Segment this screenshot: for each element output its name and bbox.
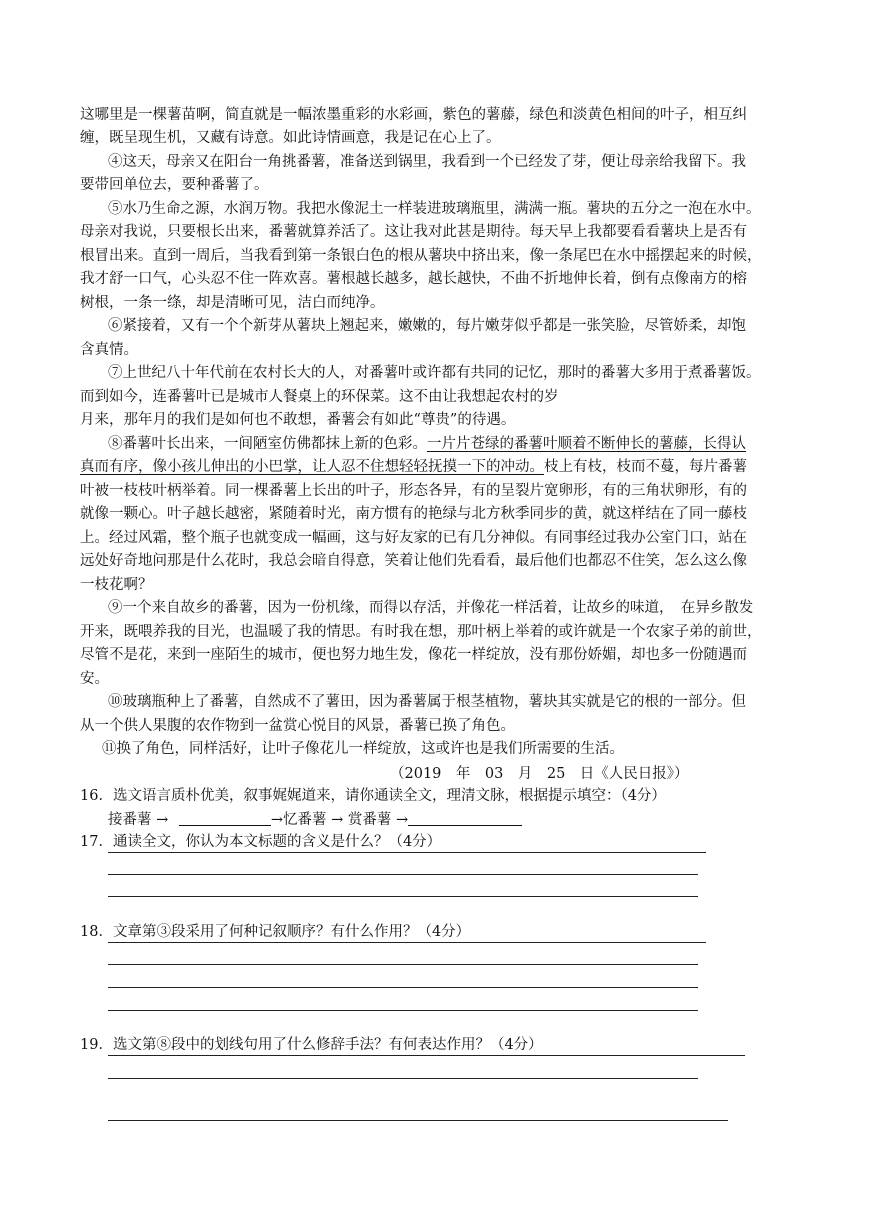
- paragraph-8-text: 枝上有枝，枝而不蔓，每片番薯: [544, 459, 747, 475]
- paragraph-8-line: [80, 433, 820, 456]
- answer-line[interactable]: [108, 1010, 698, 1011]
- paragraph-9-line: 安。: [80, 671, 109, 687]
- fill-prefix: 接番薯 →: [108, 812, 169, 828]
- answer-line[interactable]: [108, 852, 706, 853]
- paragraph-5-line: ⑤水乃生命之源，水润万物。我把水像泥土一样装进玻璃瓶里，满满一瓶。薯块的五分之一泡在水中。: [108, 201, 761, 217]
- article-line: 这哪里是一棵薯苗啊，简直就是一幅浓墨重彩的水彩画，紫色的薯藤，绿色和淡黄色相间的叶子，相互纠: [80, 107, 747, 123]
- paragraph-8-line: 一枝花啊？: [80, 577, 153, 593]
- paragraph-8-line: 远处好奇地问那是什么花时，我总会暗自得意，笑着让他们先看看，最后他们也都忍不住笑，怎么这么像: [80, 553, 747, 569]
- article-line: 缠，既呈现生机，又藏有诗意。如此诗情画意，我是记在心上了。: [80, 130, 501, 146]
- paragraph-8-line: [80, 456, 792, 479]
- paragraph-4-line: 要带回单位去，要种番薯了。: [80, 177, 269, 193]
- underlined-sentence: 一片片苍绿的番薯叶顺着不断伸长的薯藤，长得认: [427, 436, 746, 452]
- question-18: 18．文章第③段采用了何种记叙顺序？有什么作用？（4分）: [80, 924, 471, 940]
- paragraph-10-line: 从一个供人果腹的农作物到一盆赏心悦目的风景，番薯已换了角色。: [80, 718, 515, 734]
- question-19: 19．选文第⑧段中的划线句用了什么修辞手法？有何表达作用？（4分）: [80, 1037, 543, 1053]
- paragraph-8-line: 上。经过风霜，整个瓶子也就变成一幅画，这与好友家的已有几分神似。有同事经过我办公室门口，站在: [80, 530, 747, 546]
- paragraph-8-text: ⑧番薯叶长出来，一间陋室仿佛都抹上新的色彩。: [108, 436, 427, 452]
- answer-line[interactable]: [108, 874, 698, 875]
- paragraph-6-line: 含真情。: [80, 342, 138, 358]
- question-16: 16．选文语言质朴优美，叙事娓娓道来，请你通读全文，理清文脉，根据提示填空：（4分）: [80, 788, 666, 804]
- paragraph-9-line: 开来，既喂养我的目光，也温暖了我的情思。有时我在想，那叶柄上举着的或许就是一个农家子弟的前世，: [80, 624, 762, 640]
- paragraph-5-line: 根冒出来。直到一周后，当我看到第一条银白色的根从薯块中挤出来，像一条尾巴在水中摇摆起来的时候，: [80, 248, 762, 264]
- question-16-fill-row: [108, 808, 522, 829]
- answer-line[interactable]: [108, 896, 698, 897]
- answer-line[interactable]: [108, 987, 698, 988]
- paragraph-4-line: ④这天，母亲又在阳台一角挑番薯，准备送到锅里，我看到一个已经发了芽，便让母亲给我留下。我: [108, 154, 746, 170]
- paragraph-10-line: ⑩玻璃瓶种上了番薯，自然成不了薯田，因为番薯属于根茎植物，薯块其实就是它的根的一部分。但: [108, 694, 746, 710]
- paragraph-8-line: 叶被一枝枝叶柄举着。同一棵番薯上长出的叶子，形态各异，有的呈裂片宽卵形，有的三角状卵形，有的: [80, 483, 747, 499]
- paragraph-8-line: 就像一颗心。叶子越长越密，紧随着时光，南方惯有的艳绿与北方秋季同步的黄，就这样结在了同一藤枝: [80, 506, 747, 522]
- answer-blank-1[interactable]: [179, 824, 271, 826]
- paragraph-11-line: ⑪换了角色，同样活好，让叶子像花儿一样绽放，这或许也是我们所需要的生活。: [102, 741, 624, 757]
- paragraph-9-line: 尽管不是花，来到一座陌生的城市，便也努力地生发，像花一样绽放，没有那份娇媚，却也多一份随遇而: [80, 647, 747, 663]
- paragraph-5-line: 我才舒一口气，心头忍不住一阵欢喜。薯根越长越多，越长越快，不曲不折地伸长着，倒有点像南方的榕: [80, 271, 747, 287]
- article-source: （2019 年 03 月 25 日《人民日报》）: [390, 766, 689, 782]
- paragraph-6-line: ⑥紧接着，又有一个个新芽从薯块上翘起来，嫩嫩的，每片嫩芽似乎都是一张笑脸，尽管娇柔，却饱: [108, 318, 746, 334]
- answer-line[interactable]: [108, 1055, 745, 1056]
- answer-line[interactable]: [108, 942, 706, 943]
- question-17: 17．通读全文，你认为本文标题的含义是什么？（4分）: [80, 834, 442, 850]
- paragraph-7-line: 月来，那年月的我们是如何也不敢想，番薯会有如此“尊贵”的待遇。: [80, 412, 516, 428]
- answer-line[interactable]: [108, 1078, 698, 1079]
- paragraph-7-line: 而到如今，连番薯叶已是城市人餐桌上的环保菜。这不由让我想起农村的岁: [80, 389, 559, 405]
- paragraph-9-line: ⑨一个来自故乡的番薯，因为一份机缘，而得以存活，并像花一样活着，让故乡的味道， 在异乡散发: [108, 600, 754, 616]
- answer-blank-2[interactable]: [408, 824, 522, 826]
- answer-line[interactable]: [108, 1120, 728, 1121]
- paragraph-5-line: 母亲对我说，只要根长出来，番薯就算养活了。这让我对此甚是期待。每天早上我都要看看薯块上是否有: [80, 224, 747, 240]
- paragraph-5-line: 树根，一条一绦，却是清晰可见，洁白而纯净。: [80, 295, 385, 311]
- answer-line[interactable]: [108, 964, 698, 965]
- fill-middle: →忆番薯 → 赏番薯 →: [270, 812, 409, 828]
- underlined-sentence: 真而有序，像小孩儿伸出的小巴掌，让人忍不住想轻轻抚摸一下的冲动。: [80, 459, 544, 475]
- paragraph-7-line: ⑦上世纪八十年代前在农村长大的人，对番薯叶或许都有共同的记忆，那时的番薯大多用于煮番薯饭。: [108, 365, 761, 381]
